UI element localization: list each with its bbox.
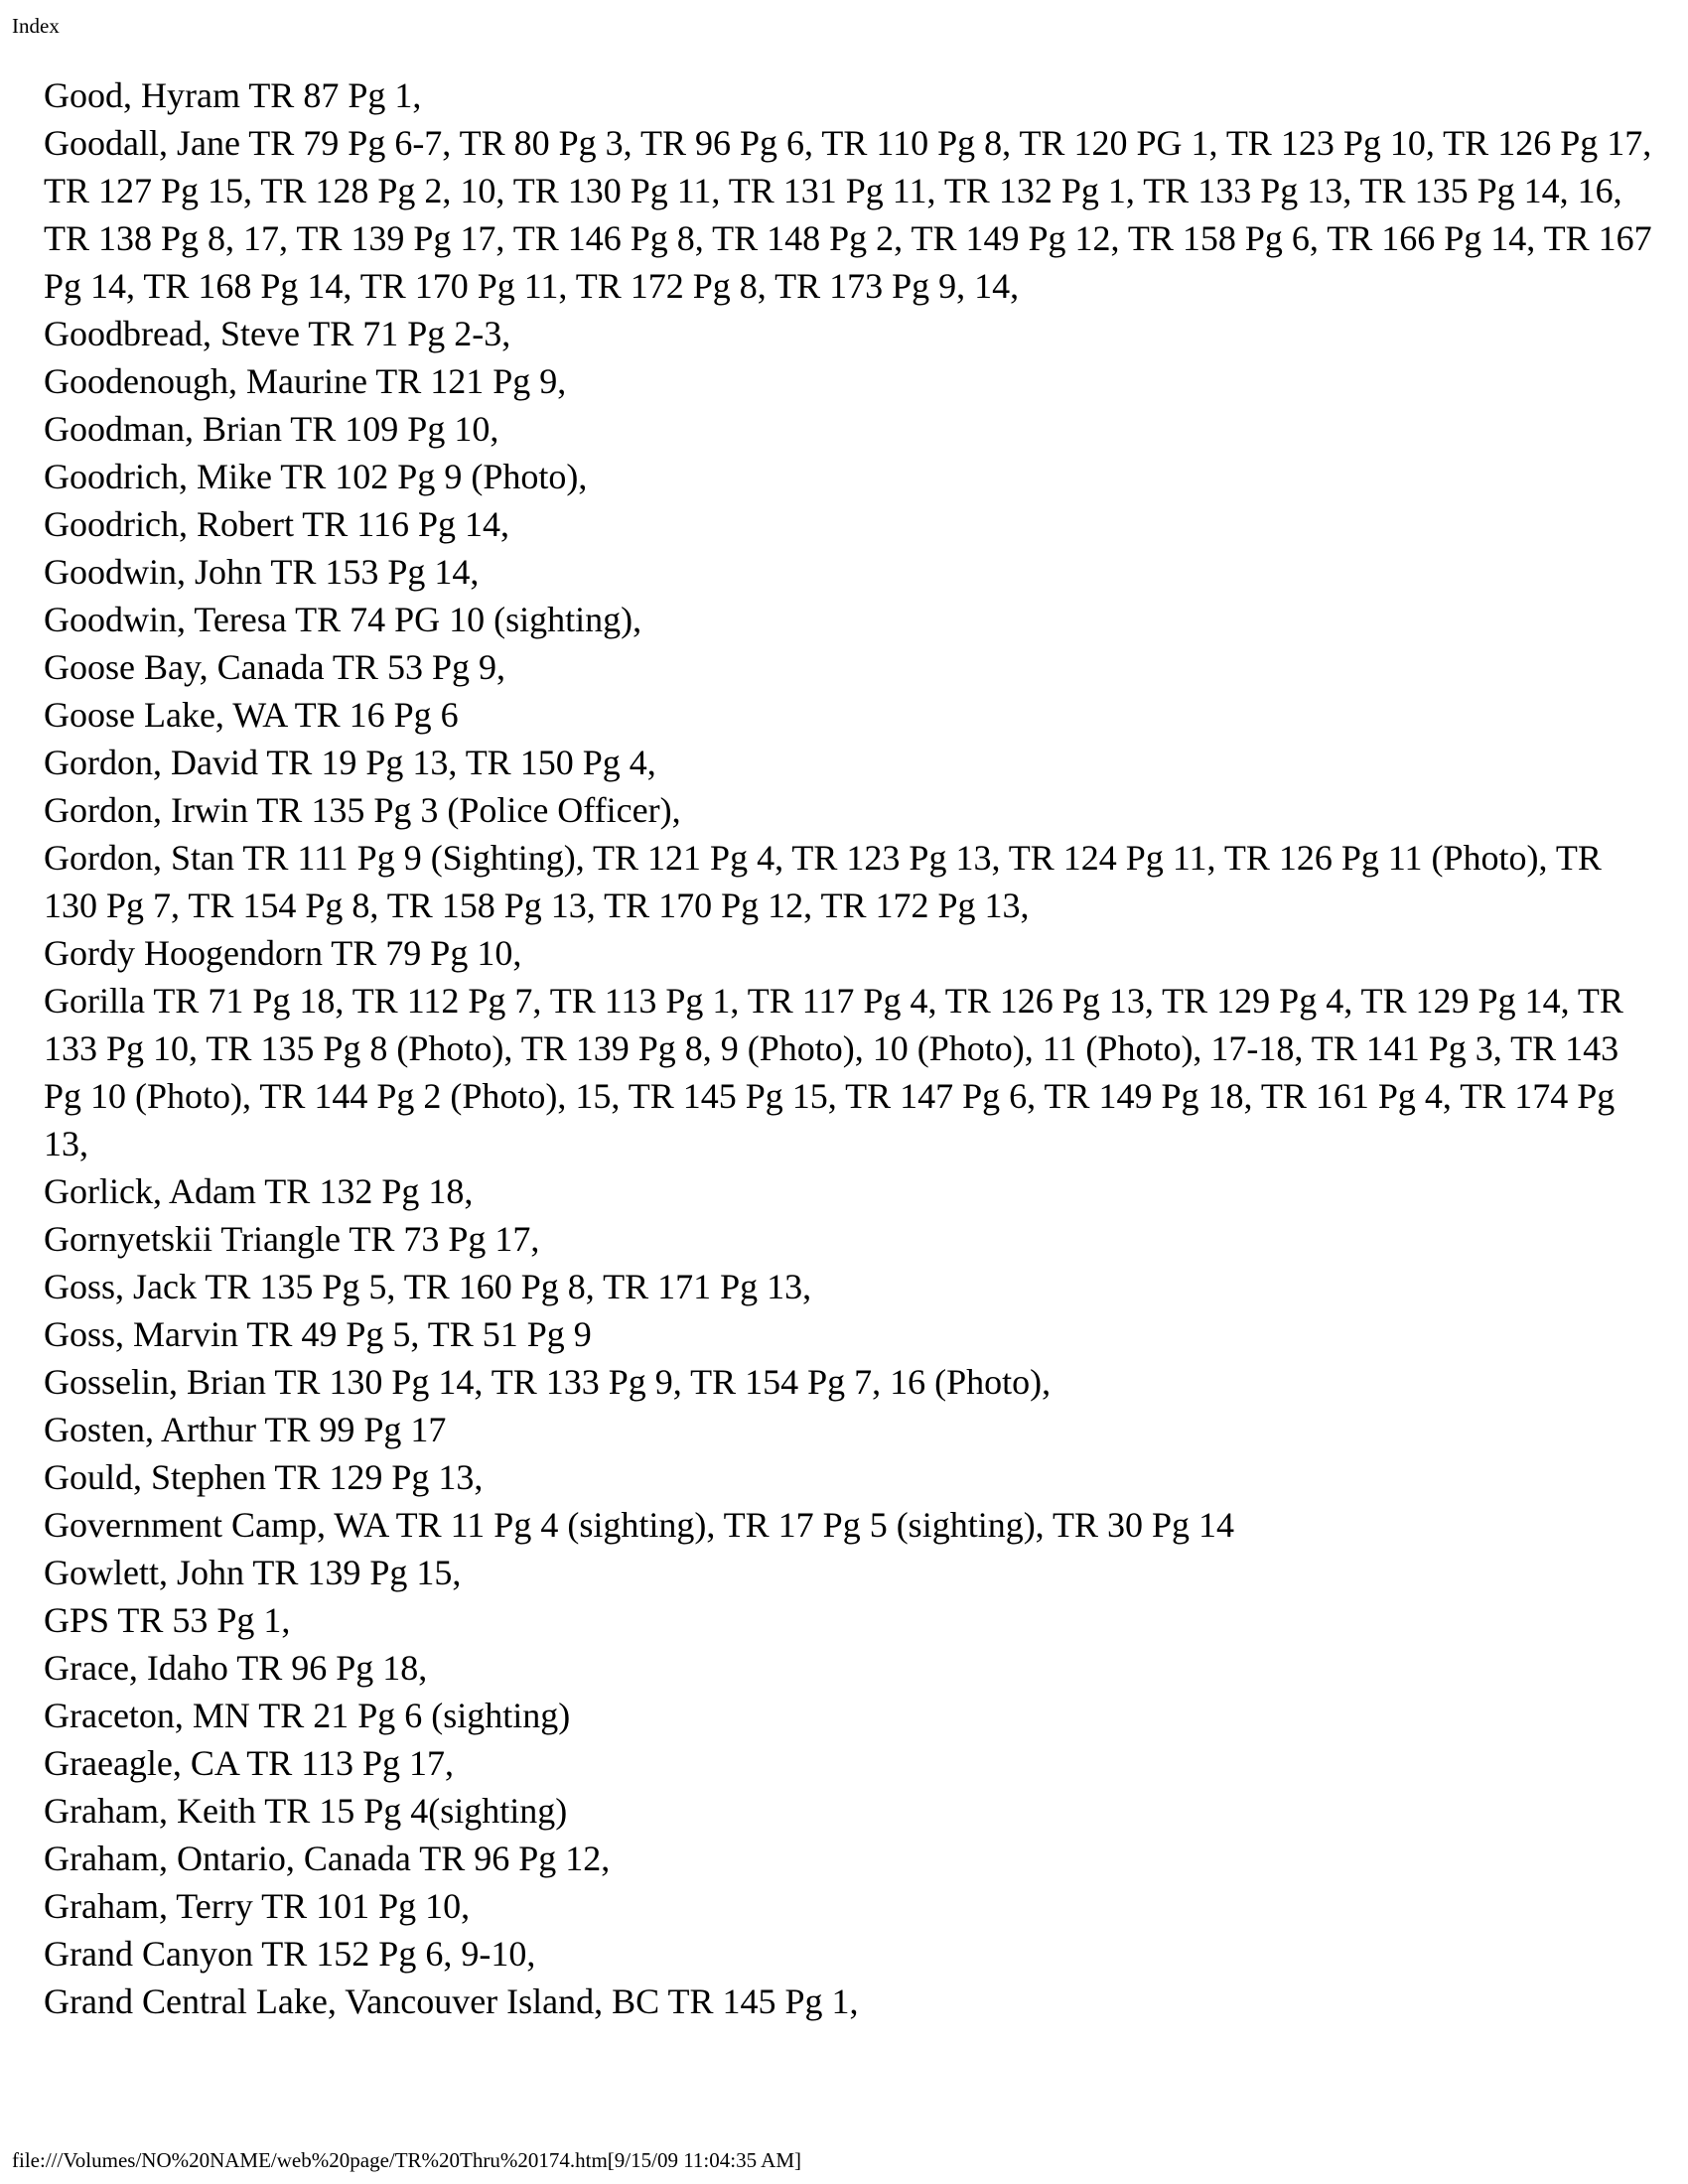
index-entry: Goodrich, Mike TR 102 Pg 9 (Photo),	[44, 457, 588, 496]
page-footer-file-path: file:///Volumes/NO%20NAME/web%20page/TR%20Thru%20174.htm[9/15/09 11:04:35 AM]	[12, 2148, 802, 2172]
index-entry: Government Camp, WA TR 11 Pg 4 (sighting), TR 17 Pg 5 (sighting), TR 30 Pg 14	[44, 1505, 1235, 1545]
index-entry: Gorlick, Adam TR 132 Pg 18,	[44, 1171, 474, 1211]
index-entry: Good, Hyram TR 87 Pg 1,	[44, 75, 422, 115]
index-entry: Goss, Jack TR 135 Pg 5, TR 160 Pg 8, TR 171 Pg 13,	[44, 1267, 812, 1306]
index-entry: Gould, Stephen TR 129 Pg 13,	[44, 1457, 484, 1497]
index-entry: Grace, Idaho TR 96 Pg 18,	[44, 1648, 428, 1688]
index-entry: Goodall, Jane TR 79 Pg 6-7, TR 80 Pg 3, TR 96 Pg 6, TR 110 Pg 8, TR 120 PG 1, TR 123 Pg 10, TR 126 Pg 17, TR 127 Pg 15, TR 128 Pg 2, 10, TR 130 Pg 11, TR 131 Pg 11, TR 132 Pg 1, TR 133 Pg 13, TR 135 Pg 14, 16, TR 138 Pg 8, 17, TR 139 Pg 17, TR 146 Pg 8, TR 148 Pg 2, TR 149 Pg 12, TR 158 Pg 6, TR 166 Pg 14, TR 167 Pg 14, TR 168 Pg 14, TR 170 Pg 11, TR 172 Pg 8, TR 173 Pg 9, 14,	[44, 123, 1652, 306]
index-entry: Gordon, David TR 19 Pg 13, TR 150 Pg 4,	[44, 743, 656, 782]
index-entry: Grand Canyon TR 152 Pg 6, 9-10,	[44, 1934, 536, 1974]
index-entry: Goodwin, John TR 153 Pg 14,	[44, 552, 480, 592]
index-entry: Gordon, Stan TR 111 Pg 9 (Sighting), TR 121 Pg 4, TR 123 Pg 13, TR 124 Pg 11, TR 126 Pg 11 (Photo), TR 130 Pg 7, TR 154 Pg 8, TR 158 Pg 13, TR 170 Pg 12, TR 172 Pg 13,	[44, 838, 1602, 925]
index-entry: Gordon, Irwin TR 135 Pg 3 (Police Officer),	[44, 790, 681, 830]
index-entry: Goose Bay, Canada TR 53 Pg 9,	[44, 647, 505, 687]
index-entry: Gosselin, Brian TR 130 Pg 14, TR 133 Pg 9, TR 154 Pg 7, 16 (Photo),	[44, 1362, 1052, 1402]
index-entry: Goodman, Brian TR 109 Pg 10,	[44, 409, 499, 449]
index-entry: Goodenough, Maurine TR 121 Pg 9,	[44, 361, 567, 401]
index-entry: Grand Central Lake, Vancouver Island, BC TR 145 Pg 1,	[44, 1981, 859, 2021]
index-entry: Graham, Ontario, Canada TR 96 Pg 12,	[44, 1839, 611, 1878]
index-entry: Gorilla TR 71 Pg 18, TR 112 Pg 7, TR 113 Pg 1, TR 117 Pg 4, TR 126 Pg 13, TR 129 Pg 4, TR 129 Pg 14, TR 133 Pg 10, TR 135 Pg 8 (Photo), TR 139 Pg 8, 9 (Photo), 10 (Photo), 11 (Photo), 17-18, TR 141 Pg 3, TR 143 Pg 10 (Photo), TR 144 Pg 2 (Photo), 15, TR 145 Pg 15, TR 147 Pg 6, TR 149 Pg 18, TR 161 Pg 4, TR 174 Pg 13,	[44, 981, 1623, 1163]
index-entry: Goss, Marvin TR 49 Pg 5, TR 51 Pg 9	[44, 1314, 592, 1354]
index-entry-list	[44, 71, 1652, 2025]
index-entry: Graham, Terry TR 101 Pg 10,	[44, 1886, 471, 1926]
index-entry: Goodrich, Robert TR 116 Pg 14,	[44, 504, 509, 544]
index-entry: Graceton, MN TR 21 Pg 6 (sighting)	[44, 1696, 571, 1735]
index-entry: Gosten, Arthur TR 99 Pg 17	[44, 1410, 447, 1449]
index-entry: GPS TR 53 Pg 1,	[44, 1600, 291, 1640]
index-entry: Gowlett, John TR 139 Pg 15,	[44, 1553, 462, 1592]
page-header-title: Index	[12, 14, 60, 38]
index-entry: Goodbread, Steve TR 71 Pg 2-3,	[44, 314, 511, 353]
index-entry: Graham, Keith TR 15 Pg 4(sighting)	[44, 1791, 568, 1831]
index-entry: Graeagle, CA TR 113 Pg 17,	[44, 1743, 454, 1783]
index-entry: Gornyetskii Triangle TR 73 Pg 17,	[44, 1219, 540, 1259]
index-entry: Goose Lake, WA TR 16 Pg 6	[44, 695, 459, 735]
index-entry: Gordy Hoogendorn TR 79 Pg 10,	[44, 933, 522, 973]
index-entry: Goodwin, Teresa TR 74 PG 10 (sighting),	[44, 600, 642, 639]
